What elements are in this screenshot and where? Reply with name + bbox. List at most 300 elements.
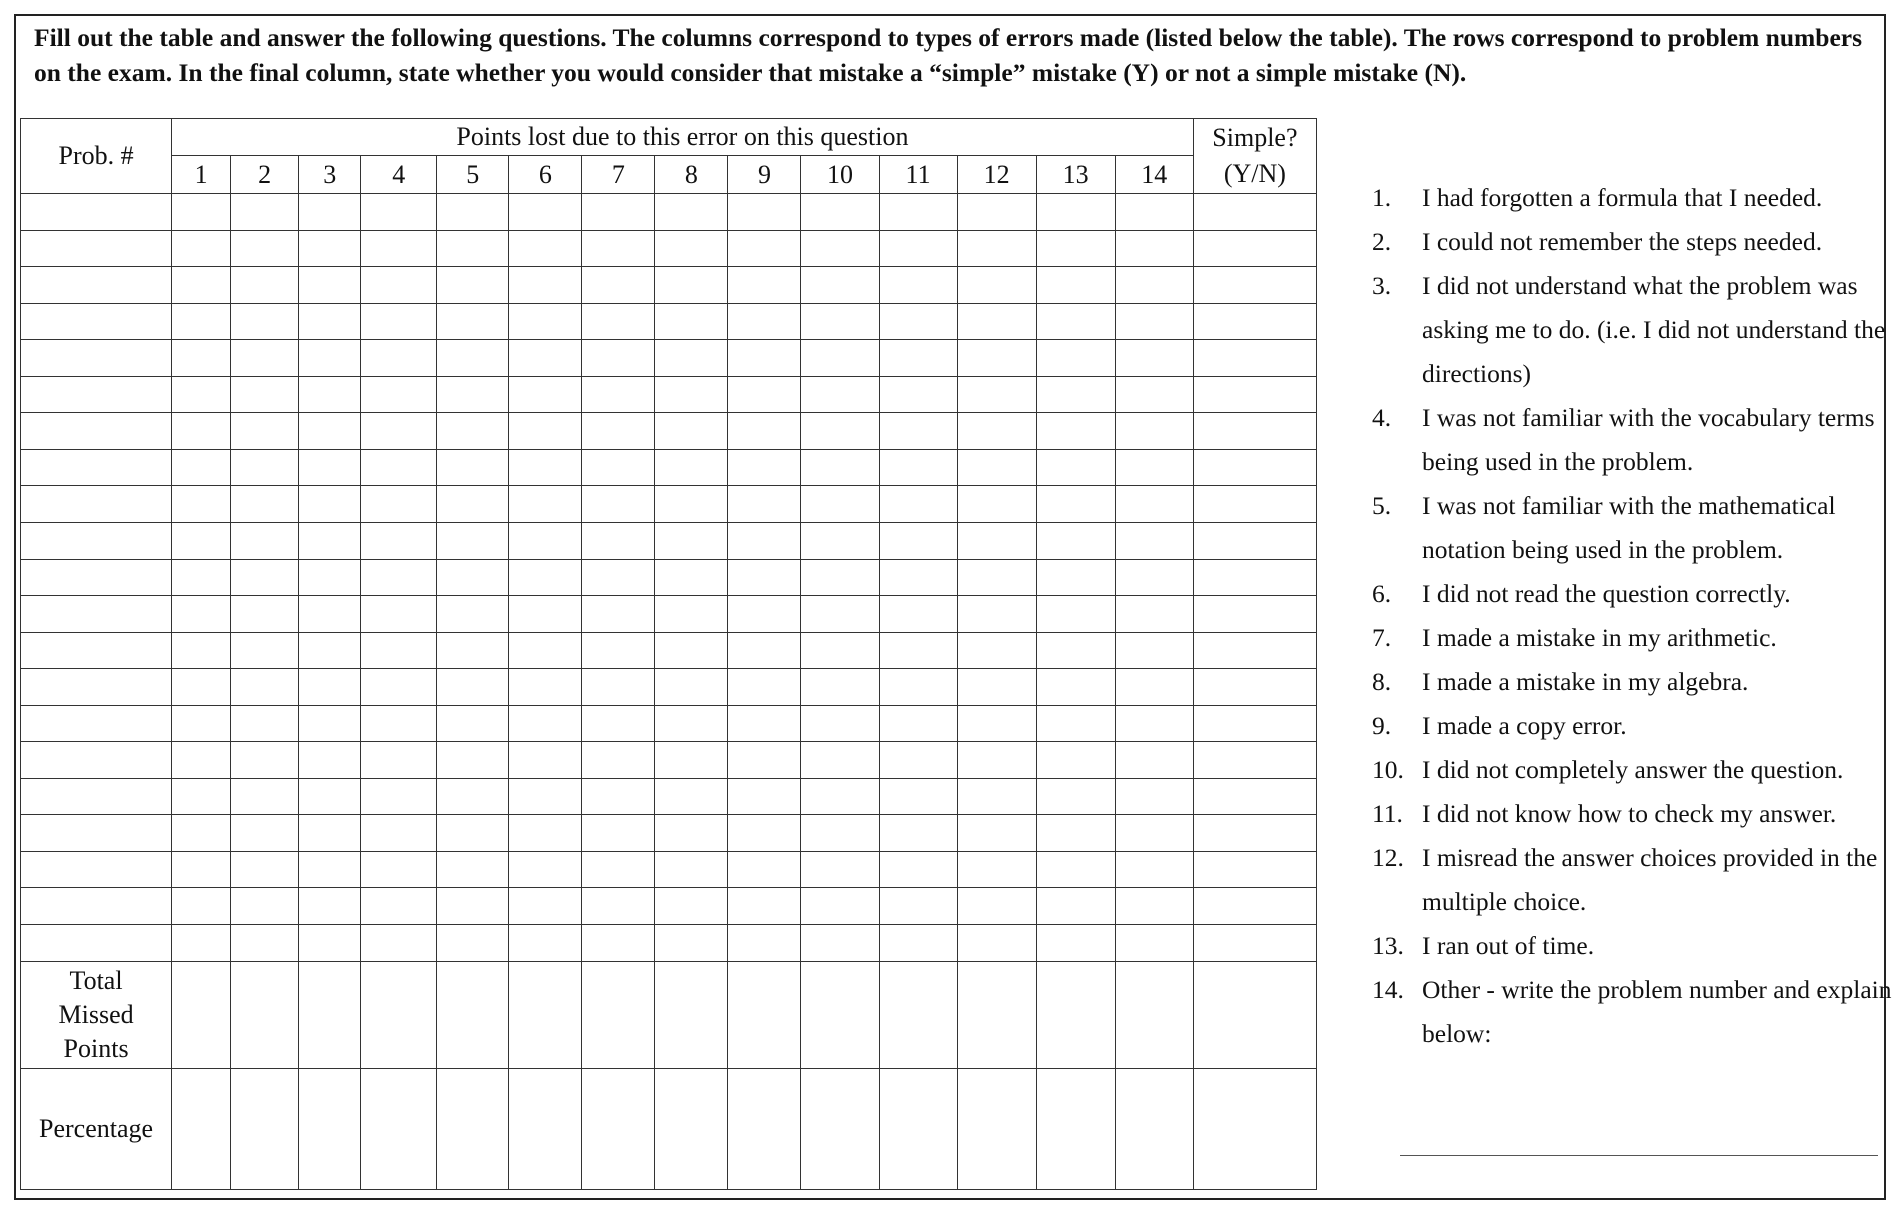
points-lost-cell[interactable] xyxy=(1115,778,1193,815)
points-lost-cell[interactable] xyxy=(509,815,582,852)
points-lost-cell[interactable] xyxy=(655,449,728,486)
points-lost-cell[interactable] xyxy=(1115,596,1193,633)
percentage-cell[interactable] xyxy=(582,1068,655,1189)
points-lost-cell[interactable] xyxy=(231,888,299,925)
points-lost-cell[interactable] xyxy=(1036,888,1115,925)
problem-number-cell[interactable] xyxy=(21,194,172,231)
points-lost-cell[interactable] xyxy=(728,523,801,560)
simple-yn-cell[interactable] xyxy=(1193,925,1316,962)
points-lost-cell[interactable] xyxy=(1115,303,1193,340)
simple-yn-cell[interactable] xyxy=(1193,742,1316,779)
points-lost-cell[interactable] xyxy=(361,449,437,486)
points-lost-cell[interactable] xyxy=(1115,888,1193,925)
points-lost-cell[interactable] xyxy=(582,449,655,486)
points-lost-cell[interactable] xyxy=(1115,376,1193,413)
explanation-answer-line[interactable] xyxy=(1400,1155,1878,1156)
points-lost-cell[interactable] xyxy=(655,340,728,377)
points-lost-cell[interactable] xyxy=(509,596,582,633)
points-lost-cell[interactable] xyxy=(1036,815,1115,852)
points-lost-cell[interactable] xyxy=(172,596,231,633)
simple-yn-cell[interactable] xyxy=(1193,340,1316,377)
total-cell[interactable] xyxy=(879,961,957,1068)
points-lost-cell[interactable] xyxy=(509,559,582,596)
points-lost-cell[interactable] xyxy=(172,742,231,779)
points-lost-cell[interactable] xyxy=(801,376,879,413)
simple-yn-cell[interactable] xyxy=(1193,815,1316,852)
points-lost-cell[interactable] xyxy=(361,632,437,669)
points-lost-cell[interactable] xyxy=(582,230,655,267)
problem-number-cell[interactable] xyxy=(21,742,172,779)
points-lost-cell[interactable] xyxy=(509,230,582,267)
simple-yn-cell[interactable] xyxy=(1193,888,1316,925)
points-lost-cell[interactable] xyxy=(957,851,1036,888)
simple-yn-cell[interactable] xyxy=(1193,523,1316,560)
points-lost-cell[interactable] xyxy=(231,596,299,633)
points-lost-cell[interactable] xyxy=(437,523,509,560)
problem-number-cell[interactable] xyxy=(21,888,172,925)
points-lost-cell[interactable] xyxy=(582,778,655,815)
points-lost-cell[interactable] xyxy=(879,632,957,669)
problem-number-cell[interactable] xyxy=(21,449,172,486)
points-lost-cell[interactable] xyxy=(437,559,509,596)
points-lost-cell[interactable] xyxy=(582,851,655,888)
problem-number-cell[interactable] xyxy=(21,632,172,669)
points-lost-cell[interactable] xyxy=(879,742,957,779)
points-lost-cell[interactable] xyxy=(231,194,299,231)
points-lost-cell[interactable] xyxy=(1115,194,1193,231)
points-lost-cell[interactable] xyxy=(299,523,361,560)
percentage-cell[interactable] xyxy=(801,1068,879,1189)
percentage-cell[interactable] xyxy=(299,1068,361,1189)
points-lost-cell[interactable] xyxy=(957,376,1036,413)
points-lost-cell[interactable] xyxy=(231,632,299,669)
points-lost-cell[interactable] xyxy=(801,742,879,779)
points-lost-cell[interactable] xyxy=(509,632,582,669)
points-lost-cell[interactable] xyxy=(231,486,299,523)
points-lost-cell[interactable] xyxy=(172,925,231,962)
points-lost-cell[interactable] xyxy=(1036,669,1115,706)
problem-number-cell[interactable] xyxy=(21,559,172,596)
percentage-cell[interactable] xyxy=(1036,1068,1115,1189)
points-lost-cell[interactable] xyxy=(361,669,437,706)
points-lost-cell[interactable] xyxy=(509,888,582,925)
points-lost-cell[interactable] xyxy=(437,194,509,231)
points-lost-cell[interactable] xyxy=(231,267,299,304)
points-lost-cell[interactable] xyxy=(437,376,509,413)
points-lost-cell[interactable] xyxy=(957,559,1036,596)
points-lost-cell[interactable] xyxy=(801,340,879,377)
points-lost-cell[interactable] xyxy=(509,486,582,523)
points-lost-cell[interactable] xyxy=(231,376,299,413)
points-lost-cell[interactable] xyxy=(582,376,655,413)
points-lost-cell[interactable] xyxy=(299,449,361,486)
points-lost-cell[interactable] xyxy=(437,742,509,779)
points-lost-cell[interactable] xyxy=(437,815,509,852)
points-lost-cell[interactable] xyxy=(1036,778,1115,815)
points-lost-cell[interactable] xyxy=(728,230,801,267)
points-lost-cell[interactable] xyxy=(728,851,801,888)
points-lost-cell[interactable] xyxy=(957,815,1036,852)
points-lost-cell[interactable] xyxy=(728,194,801,231)
problem-number-cell[interactable] xyxy=(21,669,172,706)
points-lost-cell[interactable] xyxy=(231,303,299,340)
points-lost-cell[interactable] xyxy=(728,267,801,304)
points-lost-cell[interactable] xyxy=(879,888,957,925)
percentage-cell[interactable] xyxy=(231,1068,299,1189)
points-lost-cell[interactable] xyxy=(957,742,1036,779)
points-lost-cell[interactable] xyxy=(1115,742,1193,779)
points-lost-cell[interactable] xyxy=(299,486,361,523)
simple-yn-cell[interactable] xyxy=(1193,230,1316,267)
simple-yn-cell[interactable] xyxy=(1193,596,1316,633)
points-lost-cell[interactable] xyxy=(655,559,728,596)
points-lost-cell[interactable] xyxy=(437,632,509,669)
total-cell[interactable] xyxy=(1115,961,1193,1068)
simple-yn-cell[interactable] xyxy=(1193,267,1316,304)
points-lost-cell[interactable] xyxy=(361,230,437,267)
points-lost-cell[interactable] xyxy=(879,486,957,523)
points-lost-cell[interactable] xyxy=(879,705,957,742)
points-lost-cell[interactable] xyxy=(801,523,879,560)
points-lost-cell[interactable] xyxy=(1036,449,1115,486)
problem-number-cell[interactable] xyxy=(21,413,172,450)
problem-number-cell[interactable] xyxy=(21,303,172,340)
points-lost-cell[interactable] xyxy=(361,815,437,852)
points-lost-cell[interactable] xyxy=(361,778,437,815)
percentage-cell[interactable] xyxy=(172,1068,231,1189)
points-lost-cell[interactable] xyxy=(801,230,879,267)
points-lost-cell[interactable] xyxy=(437,778,509,815)
points-lost-cell[interactable] xyxy=(801,925,879,962)
points-lost-cell[interactable] xyxy=(172,340,231,377)
points-lost-cell[interactable] xyxy=(299,230,361,267)
points-lost-cell[interactable] xyxy=(957,925,1036,962)
total-cell[interactable] xyxy=(437,961,509,1068)
points-lost-cell[interactable] xyxy=(957,340,1036,377)
points-lost-cell[interactable] xyxy=(801,413,879,450)
points-lost-cell[interactable] xyxy=(509,303,582,340)
points-lost-cell[interactable] xyxy=(879,815,957,852)
points-lost-cell[interactable] xyxy=(299,851,361,888)
points-lost-cell[interactable] xyxy=(728,815,801,852)
points-lost-cell[interactable] xyxy=(172,303,231,340)
points-lost-cell[interactable] xyxy=(437,303,509,340)
points-lost-cell[interactable] xyxy=(801,449,879,486)
percentage-cell[interactable] xyxy=(509,1068,582,1189)
points-lost-cell[interactable] xyxy=(1115,669,1193,706)
points-lost-cell[interactable] xyxy=(1036,230,1115,267)
points-lost-cell[interactable] xyxy=(582,742,655,779)
points-lost-cell[interactable] xyxy=(299,194,361,231)
points-lost-cell[interactable] xyxy=(582,303,655,340)
problem-number-cell[interactable] xyxy=(21,925,172,962)
points-lost-cell[interactable] xyxy=(1036,267,1115,304)
points-lost-cell[interactable] xyxy=(879,778,957,815)
points-lost-cell[interactable] xyxy=(655,705,728,742)
simple-yn-cell[interactable] xyxy=(1193,778,1316,815)
problem-number-cell[interactable] xyxy=(21,523,172,560)
points-lost-cell[interactable] xyxy=(879,559,957,596)
points-lost-cell[interactable] xyxy=(1036,194,1115,231)
points-lost-cell[interactable] xyxy=(728,742,801,779)
points-lost-cell[interactable] xyxy=(231,340,299,377)
total-cell[interactable] xyxy=(172,961,231,1068)
points-lost-cell[interactable] xyxy=(509,851,582,888)
points-lost-cell[interactable] xyxy=(299,596,361,633)
points-lost-cell[interactable] xyxy=(361,705,437,742)
points-lost-cell[interactable] xyxy=(437,596,509,633)
points-lost-cell[interactable] xyxy=(655,925,728,962)
points-lost-cell[interactable] xyxy=(172,851,231,888)
points-lost-cell[interactable] xyxy=(361,194,437,231)
points-lost-cell[interactable] xyxy=(801,632,879,669)
points-lost-cell[interactable] xyxy=(957,413,1036,450)
percentage-cell[interactable] xyxy=(1115,1068,1193,1189)
points-lost-cell[interactable] xyxy=(879,851,957,888)
points-lost-cell[interactable] xyxy=(801,851,879,888)
points-lost-cell[interactable] xyxy=(509,669,582,706)
simple-yn-cell[interactable] xyxy=(1193,669,1316,706)
points-lost-cell[interactable] xyxy=(801,303,879,340)
total-cell[interactable] xyxy=(1036,961,1115,1068)
points-lost-cell[interactable] xyxy=(437,449,509,486)
points-lost-cell[interactable] xyxy=(1115,851,1193,888)
points-lost-cell[interactable] xyxy=(509,413,582,450)
points-lost-cell[interactable] xyxy=(1036,632,1115,669)
points-lost-cell[interactable] xyxy=(231,925,299,962)
simple-yn-cell[interactable] xyxy=(1193,851,1316,888)
simple-yn-cell[interactable] xyxy=(1193,486,1316,523)
points-lost-cell[interactable] xyxy=(361,925,437,962)
points-lost-cell[interactable] xyxy=(728,925,801,962)
total-cell[interactable] xyxy=(728,961,801,1068)
problem-number-cell[interactable] xyxy=(21,230,172,267)
points-lost-cell[interactable] xyxy=(1036,376,1115,413)
simple-yn-cell[interactable] xyxy=(1193,413,1316,450)
points-lost-cell[interactable] xyxy=(299,778,361,815)
points-lost-cell[interactable] xyxy=(879,303,957,340)
points-lost-cell[interactable] xyxy=(582,413,655,450)
points-lost-cell[interactable] xyxy=(879,596,957,633)
points-lost-cell[interactable] xyxy=(437,486,509,523)
problem-number-cell[interactable] xyxy=(21,851,172,888)
points-lost-cell[interactable] xyxy=(299,632,361,669)
points-lost-cell[interactable] xyxy=(299,413,361,450)
points-lost-cell[interactable] xyxy=(728,596,801,633)
total-cell[interactable] xyxy=(655,961,728,1068)
points-lost-cell[interactable] xyxy=(1115,925,1193,962)
points-lost-cell[interactable] xyxy=(361,888,437,925)
points-lost-cell[interactable] xyxy=(655,486,728,523)
points-lost-cell[interactable] xyxy=(509,523,582,560)
points-lost-cell[interactable] xyxy=(957,632,1036,669)
points-lost-cell[interactable] xyxy=(655,413,728,450)
points-lost-cell[interactable] xyxy=(655,194,728,231)
points-lost-cell[interactable] xyxy=(231,778,299,815)
percentage-cell[interactable] xyxy=(655,1068,728,1189)
points-lost-cell[interactable] xyxy=(728,669,801,706)
points-lost-cell[interactable] xyxy=(801,888,879,925)
simple-yn-cell[interactable] xyxy=(1193,194,1316,231)
points-lost-cell[interactable] xyxy=(172,194,231,231)
points-lost-cell[interactable] xyxy=(231,413,299,450)
points-lost-cell[interactable] xyxy=(801,559,879,596)
percentage-cell[interactable] xyxy=(728,1068,801,1189)
points-lost-cell[interactable] xyxy=(1036,596,1115,633)
points-lost-cell[interactable] xyxy=(299,742,361,779)
points-lost-cell[interactable] xyxy=(509,449,582,486)
points-lost-cell[interactable] xyxy=(1036,340,1115,377)
points-lost-cell[interactable] xyxy=(361,376,437,413)
points-lost-cell[interactable] xyxy=(879,340,957,377)
points-lost-cell[interactable] xyxy=(957,303,1036,340)
total-cell[interactable] xyxy=(361,961,437,1068)
points-lost-cell[interactable] xyxy=(437,340,509,377)
points-lost-cell[interactable] xyxy=(879,669,957,706)
points-lost-cell[interactable] xyxy=(509,705,582,742)
points-lost-cell[interactable] xyxy=(728,486,801,523)
points-lost-cell[interactable] xyxy=(231,669,299,706)
points-lost-cell[interactable] xyxy=(299,559,361,596)
total-cell[interactable] xyxy=(299,961,361,1068)
points-lost-cell[interactable] xyxy=(1036,413,1115,450)
points-lost-cell[interactable] xyxy=(582,705,655,742)
points-lost-cell[interactable] xyxy=(957,230,1036,267)
total-cell[interactable] xyxy=(801,961,879,1068)
points-lost-cell[interactable] xyxy=(361,851,437,888)
points-lost-cell[interactable] xyxy=(655,669,728,706)
points-lost-cell[interactable] xyxy=(1115,815,1193,852)
points-lost-cell[interactable] xyxy=(957,596,1036,633)
points-lost-cell[interactable] xyxy=(728,340,801,377)
points-lost-cell[interactable] xyxy=(361,523,437,560)
points-lost-cell[interactable] xyxy=(582,486,655,523)
problem-number-cell[interactable] xyxy=(21,340,172,377)
percentage-cell[interactable] xyxy=(437,1068,509,1189)
points-lost-cell[interactable] xyxy=(801,778,879,815)
points-lost-cell[interactable] xyxy=(1115,705,1193,742)
points-lost-cell[interactable] xyxy=(361,340,437,377)
points-lost-cell[interactable] xyxy=(509,778,582,815)
points-lost-cell[interactable] xyxy=(728,705,801,742)
points-lost-cell[interactable] xyxy=(1115,267,1193,304)
points-lost-cell[interactable] xyxy=(582,267,655,304)
problem-number-cell[interactable] xyxy=(21,705,172,742)
points-lost-cell[interactable] xyxy=(728,632,801,669)
points-lost-cell[interactable] xyxy=(231,851,299,888)
points-lost-cell[interactable] xyxy=(728,376,801,413)
points-lost-cell[interactable] xyxy=(509,340,582,377)
points-lost-cell[interactable] xyxy=(801,669,879,706)
points-lost-cell[interactable] xyxy=(172,632,231,669)
points-lost-cell[interactable] xyxy=(728,559,801,596)
points-lost-cell[interactable] xyxy=(1036,851,1115,888)
points-lost-cell[interactable] xyxy=(582,925,655,962)
points-lost-cell[interactable] xyxy=(231,742,299,779)
total-cell[interactable] xyxy=(1193,961,1316,1068)
points-lost-cell[interactable] xyxy=(1036,523,1115,560)
points-lost-cell[interactable] xyxy=(299,267,361,304)
problem-number-cell[interactable] xyxy=(21,267,172,304)
points-lost-cell[interactable] xyxy=(1115,559,1193,596)
points-lost-cell[interactable] xyxy=(655,888,728,925)
points-lost-cell[interactable] xyxy=(361,596,437,633)
points-lost-cell[interactable] xyxy=(231,705,299,742)
points-lost-cell[interactable] xyxy=(728,778,801,815)
points-lost-cell[interactable] xyxy=(655,230,728,267)
points-lost-cell[interactable] xyxy=(437,413,509,450)
points-lost-cell[interactable] xyxy=(172,815,231,852)
points-lost-cell[interactable] xyxy=(361,742,437,779)
points-lost-cell[interactable] xyxy=(172,413,231,450)
points-lost-cell[interactable] xyxy=(582,194,655,231)
points-lost-cell[interactable] xyxy=(437,230,509,267)
points-lost-cell[interactable] xyxy=(879,230,957,267)
points-lost-cell[interactable] xyxy=(655,523,728,560)
points-lost-cell[interactable] xyxy=(1036,486,1115,523)
simple-yn-cell[interactable] xyxy=(1193,376,1316,413)
problem-number-cell[interactable] xyxy=(21,376,172,413)
points-lost-cell[interactable] xyxy=(231,559,299,596)
problem-number-cell[interactable] xyxy=(21,596,172,633)
points-lost-cell[interactable] xyxy=(172,888,231,925)
points-lost-cell[interactable] xyxy=(299,705,361,742)
percentage-cell[interactable] xyxy=(879,1068,957,1189)
points-lost-cell[interactable] xyxy=(1115,340,1193,377)
points-lost-cell[interactable] xyxy=(299,669,361,706)
points-lost-cell[interactable] xyxy=(509,267,582,304)
simple-yn-cell[interactable] xyxy=(1193,449,1316,486)
points-lost-cell[interactable] xyxy=(1115,230,1193,267)
points-lost-cell[interactable] xyxy=(801,596,879,633)
points-lost-cell[interactable] xyxy=(299,815,361,852)
points-lost-cell[interactable] xyxy=(801,486,879,523)
points-lost-cell[interactable] xyxy=(879,267,957,304)
total-cell[interactable] xyxy=(231,961,299,1068)
simple-yn-cell[interactable] xyxy=(1193,303,1316,340)
points-lost-cell[interactable] xyxy=(437,267,509,304)
points-lost-cell[interactable] xyxy=(1036,559,1115,596)
points-lost-cell[interactable] xyxy=(957,523,1036,560)
points-lost-cell[interactable] xyxy=(361,267,437,304)
points-lost-cell[interactable] xyxy=(655,376,728,413)
points-lost-cell[interactable] xyxy=(1115,449,1193,486)
points-lost-cell[interactable] xyxy=(728,413,801,450)
points-lost-cell[interactable] xyxy=(801,194,879,231)
points-lost-cell[interactable] xyxy=(801,267,879,304)
points-lost-cell[interactable] xyxy=(509,925,582,962)
points-lost-cell[interactable] xyxy=(1115,632,1193,669)
points-lost-cell[interactable] xyxy=(299,340,361,377)
points-lost-cell[interactable] xyxy=(172,523,231,560)
total-cell[interactable] xyxy=(957,961,1036,1068)
points-lost-cell[interactable] xyxy=(172,778,231,815)
points-lost-cell[interactable] xyxy=(957,449,1036,486)
points-lost-cell[interactable] xyxy=(582,340,655,377)
points-lost-cell[interactable] xyxy=(361,413,437,450)
points-lost-cell[interactable] xyxy=(437,925,509,962)
points-lost-cell[interactable] xyxy=(801,705,879,742)
points-lost-cell[interactable] xyxy=(437,705,509,742)
points-lost-cell[interactable] xyxy=(509,376,582,413)
points-lost-cell[interactable] xyxy=(728,303,801,340)
points-lost-cell[interactable] xyxy=(299,925,361,962)
points-lost-cell[interactable] xyxy=(879,194,957,231)
points-lost-cell[interactable] xyxy=(231,523,299,560)
percentage-cell[interactable] xyxy=(1193,1068,1316,1189)
points-lost-cell[interactable] xyxy=(582,888,655,925)
points-lost-cell[interactable] xyxy=(172,267,231,304)
